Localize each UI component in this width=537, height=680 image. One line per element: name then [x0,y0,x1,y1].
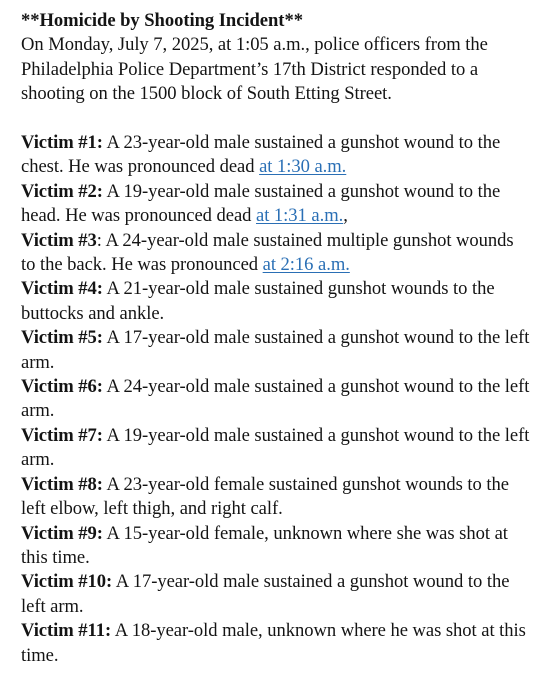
victim-description: A 21-year-old male sustained gunshot wounds to the buttocks and ankle. [21,278,495,324]
victim-description: A 19-year-old male sustained a gunshot wound to the head. He was pronounced dead [21,180,501,227]
paragraph-gap [21,107,531,131]
victim-label: Victim #7: [21,424,103,446]
victim-description: A 15-year-old female, unknown where she was shot at this time. [21,522,508,568]
victim-label: Victim #2: [21,180,103,202]
victim-label: Victim #8: [21,473,103,495]
victim-label: Victim #11: [21,620,112,642]
victim-list [21,131,531,668]
victim-entry-6 [21,375,531,424]
victim-label: Victim #6: [21,376,103,398]
victim-entry-7 [21,424,531,473]
incident-title: **Homicide by Shooting Incident** [21,10,303,31]
time-of-death-link[interactable]: at 1:31 a.m. [256,205,344,227]
victim-entry-4 [21,277,531,326]
victim-label: Victim #5: [21,327,103,349]
victim-description: A 23-year-old female sustained gunshot wounds to the left elbow, left thigh, and right calf. [21,473,509,520]
trailing-punctuation: , [343,205,348,227]
victim-description: A 19-year-old male sustained a gunshot wound to the left arm. [21,424,530,471]
incident-intro: On Monday, July 7, 2025, at 1:05 a.m., police officers from the Philadelphia Police Department’s 17th District responded to a shooting on the 1500 block of South Etting Street. [21,34,488,105]
victim-description: A 17-year-old male sustained a gunshot wound to the left arm. [21,327,530,373]
victim-description: A 24-year-old male sustained a gunshot wound to the left arm. [21,376,530,422]
victim-label: Victim #4: [21,278,103,300]
victim-label: Victim #9: [21,522,103,544]
victim-label: Victim #1: [21,132,103,154]
victim-description: A 23-year-old male sustained a gunshot wound to the chest. He was pronounced dead [21,132,501,178]
victim-label: Victim #3 [21,229,97,251]
time-of-death-link[interactable]: at 1:30 a.m. [259,156,347,178]
victim-description: A 17-year-old male sustained a gunshot wound to the left arm. [21,571,510,617]
incident-report [21,9,531,668]
victim-entry-3 [21,229,531,278]
victim-entry-2 [21,180,531,229]
victim-description: A 18-year-old male, unknown where he was shot at this time. [21,620,526,666]
victim-entry-8 [21,473,531,522]
victim-entry-10 [21,570,531,619]
victim-entry-9 [21,522,531,571]
victim-description: : A 24-year-old male sustained multiple gunshot wounds to the back. He was pronounced [21,229,514,276]
victim-entry-5 [21,326,531,375]
victim-entry-11 [21,619,531,668]
victim-entry-1 [21,131,531,180]
time-of-death-link[interactable]: at 2:16 a.m. [262,254,350,276]
victim-label: Victim #10: [21,571,113,593]
